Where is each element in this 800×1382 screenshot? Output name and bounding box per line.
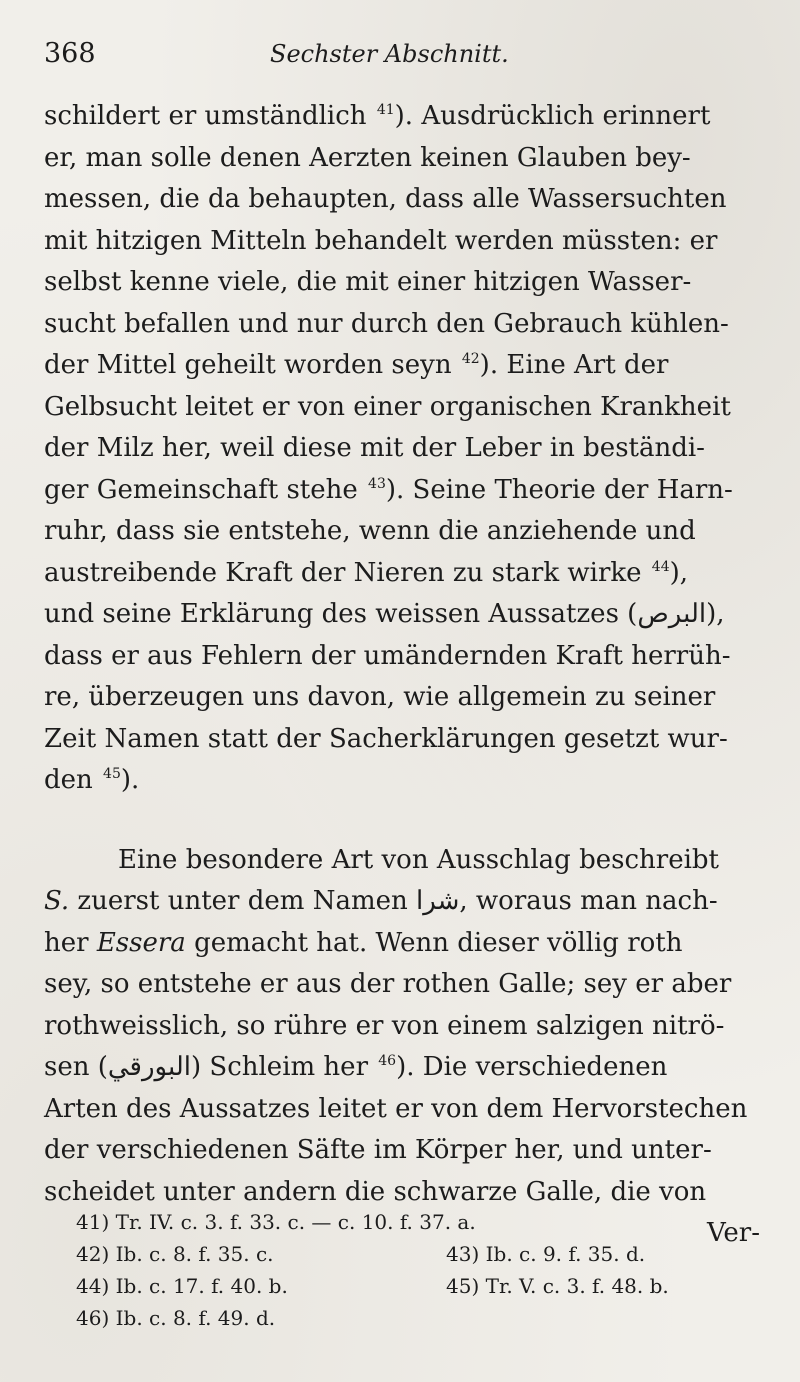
text-line: [44, 760, 760, 802]
line-text: [44, 428, 705, 470]
text-line: [44, 262, 760, 304]
footnote-row: [76, 1302, 736, 1334]
footnote-row: [76, 1270, 736, 1302]
line-text: [44, 553, 688, 595]
line-text-part: der Mittel geheilt worden seyn: [44, 350, 460, 380]
text-line: [44, 345, 760, 387]
line-text-part: ),: [669, 557, 689, 588]
text-line: [44, 138, 760, 180]
line-text: [44, 262, 691, 304]
footnote-ref[interactable]: 44: [651, 558, 670, 575]
line-text: [44, 511, 696, 553]
line-text: [44, 387, 731, 429]
text-line: [44, 470, 760, 512]
line-text: [44, 1047, 667, 1089]
line-text-b: ). Die verschiedenen: [396, 1052, 668, 1082]
paragraph-2: [44, 840, 760, 1255]
line-text: [44, 304, 729, 346]
line-text-part: dass er aus Fehlern der umändernden Kraft herrüh-: [44, 640, 731, 671]
line-text-part: austreibende Kraft der Nieren zu stark wirke: [44, 557, 650, 588]
line-text: [44, 719, 728, 761]
line-text: [44, 923, 683, 965]
text-line: [44, 428, 760, 470]
line-text: [44, 96, 710, 138]
line-text: [44, 636, 731, 678]
line-text: [44, 221, 718, 263]
line-text-part: Gelbsucht leitet er von einer organischen Krankheit: [44, 391, 731, 422]
line-text-part: schildert er umständlich: [44, 101, 375, 131]
paragraph-gap: [44, 802, 760, 840]
line-text-part: den: [44, 765, 102, 795]
author-abbrev: S.: [44, 886, 70, 916]
footnote-ref[interactable]: 46: [378, 1053, 397, 1070]
line-text: [44, 345, 668, 387]
line-text-part: sucht befallen und nur durch den Gebrauch kühlen-: [44, 308, 729, 339]
line-text-a: sen (البورقي) Schleim her: [44, 1052, 377, 1082]
catchword: Ver-: [707, 1218, 760, 1248]
footnotes: [76, 1206, 736, 1334]
line-text-part: messen, die da behaupten, dass alle Wassersuchten: [44, 184, 727, 214]
page-number: 368: [44, 38, 96, 69]
line-text-part: er, man solle denen Aerzten keinen Glauben bey-: [44, 142, 691, 173]
page-header: [0, 38, 800, 78]
line-text-part: ).: [120, 765, 140, 795]
line-text: scheidet unter andern die schwarze Galle, die von: [44, 1176, 707, 1207]
line-text: [44, 881, 718, 923]
line-text-part: ). Eine Art der: [479, 350, 669, 380]
footnote-42: 42) Ib. c. 8. f. 35. c.: [76, 1242, 274, 1266]
text-line: [44, 840, 760, 882]
line-text: [44, 470, 733, 512]
text-line: [44, 179, 760, 221]
footnote-row: [76, 1238, 736, 1270]
line-text: sey, so entstehe er aus der rothen Galle; sey er aber: [44, 969, 732, 999]
text-line: [44, 636, 760, 678]
paragraph-1: [44, 96, 760, 802]
line-text-part: selbst kenne viele, die mit einer hitzigen Wasser-: [44, 267, 692, 297]
footnote-46: 46) Ib. c. 8. f. 49. d.: [76, 1306, 276, 1330]
footnote-44: 44) Ib. c. 17. f. 40. b.: [76, 1274, 288, 1298]
text-line: [44, 96, 760, 138]
text-line: [44, 594, 760, 636]
line-text-part: ger Gemeinschaft stehe: [44, 474, 367, 505]
line-text: der verschiedenen Säfte im Körper her, und unter-: [44, 1135, 712, 1165]
line-text-a: her: [44, 927, 97, 958]
text-line: [44, 881, 760, 923]
footnote-41: 41) Tr. IV. c. 3. f. 33. c. — c. 10. f. 37. a.: [76, 1210, 476, 1234]
footnote-43: 43) Ib. c. 9. f. 35. d.: [446, 1242, 646, 1266]
term-essera: Essera: [96, 927, 186, 958]
line-text-part: der Milz her, weil diese mit der Leber in beständi-: [44, 433, 705, 463]
text-line: [44, 1047, 760, 1089]
line-text-part: re, überzeugen uns davon, wie allgemein zu seiner: [44, 682, 716, 712]
text-line: [44, 511, 760, 553]
text-line: [44, 677, 760, 719]
line-text: [44, 760, 139, 802]
line-text-rest: zuerst unter dem Namen شرا, woraus man nach-: [69, 886, 718, 916]
text-line: [44, 304, 760, 346]
text-line: [44, 719, 760, 761]
text-line: [44, 387, 760, 429]
text-line: [44, 1130, 760, 1172]
line-text-part: ruhr, dass sie entstehe, wenn die anziehende und: [44, 516, 696, 546]
line-text-part: ). Seine Theorie der Harn-: [385, 474, 733, 505]
line-text-part: und seine Erklärung des weissen Aussatzes (البرص),: [44, 599, 725, 629]
text-line: [44, 221, 760, 263]
line-text: Arten des Aussatzes leitet er von dem Hervorstechen: [44, 1093, 748, 1124]
footnote-ref[interactable]: 45: [103, 766, 121, 783]
line-text: [44, 138, 691, 180]
line-text: Eine besondere Art von Ausschlag beschreibt: [118, 844, 719, 875]
footnote-row: [76, 1206, 736, 1238]
line-text: [44, 594, 725, 636]
footnote-ref[interactable]: 43: [368, 475, 386, 492]
line-text: rothweisslich, so rühre er von einem salzigen nitrö-: [44, 1010, 725, 1041]
line-text: [44, 179, 727, 221]
line-text-part: mit hitzigen Mitteln behandelt werden müssten: er: [44, 225, 718, 256]
main-text: [44, 96, 760, 1255]
line-text-c: gemacht hat. Wenn dieser völlig roth: [185, 927, 683, 958]
footnote-45: 45) Tr. V. c. 3. f. 48. b.: [446, 1274, 669, 1298]
text-line: [44, 1006, 760, 1048]
line-text-part: ). Ausdrücklich erinnert: [394, 101, 711, 131]
text-line: [44, 964, 760, 1006]
running-head: Sechster Abschnitt.: [270, 40, 509, 68]
text-line: [44, 923, 760, 965]
line-text: [44, 677, 715, 719]
line-text-part: Zeit Namen statt der Sacherklärungen gesetzt wur-: [44, 723, 728, 754]
footnote-ref[interactable]: 41: [376, 102, 395, 119]
text-line: [44, 1089, 760, 1131]
footnote-ref[interactable]: 42: [461, 351, 480, 368]
text-line: [44, 553, 760, 595]
